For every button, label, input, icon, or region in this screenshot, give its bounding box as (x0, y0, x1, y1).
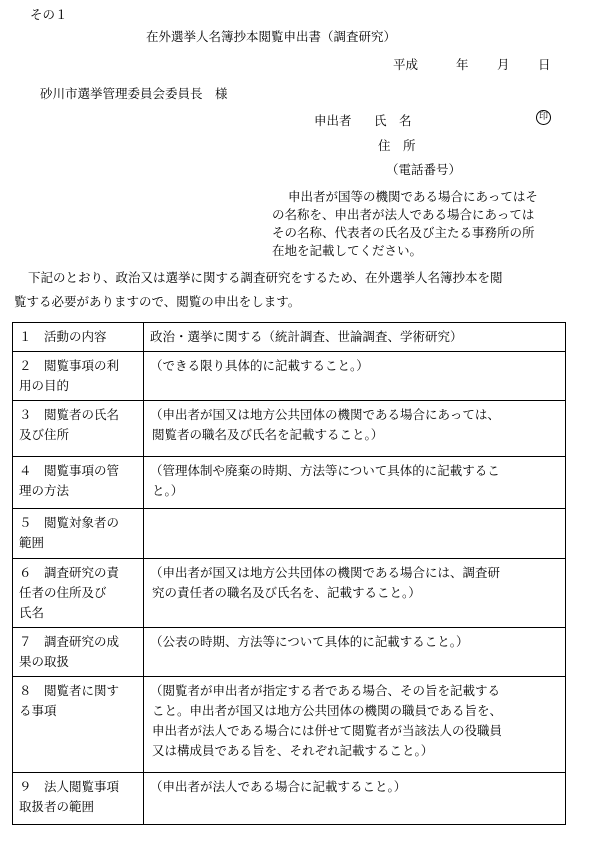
item-description-cell[interactable] (144, 773, 566, 825)
name-label: 氏 名 (374, 113, 412, 128)
date-era: 平成 (393, 57, 419, 72)
item-label-cell (13, 628, 144, 677)
item-description-cell[interactable] (144, 559, 566, 628)
item-description-cell[interactable] (144, 323, 566, 352)
table-row (13, 559, 566, 628)
item-description-line: （できる限り具体的に記載すること。） (150, 358, 369, 373)
note-line: の名称を、申出者が法人である場合にあっては (272, 207, 535, 222)
item-label-cell (13, 677, 144, 773)
item-label-cell (13, 457, 144, 509)
item-description-cell[interactable] (144, 677, 566, 773)
item-label-line: 用の目的 (19, 378, 70, 393)
item-description-line: 閲覧者の職名及び氏名を記載すること。） (152, 427, 384, 442)
intro-line: 下記のとおり、政治又は選挙に関する調査研究をするため、在外選挙人名簿抄本を閲 (28, 270, 503, 285)
table-row (13, 628, 566, 677)
item-description-cell[interactable] (144, 401, 566, 457)
form-title: 在外選挙人名簿抄本閲覧申出書（調査研究） (146, 29, 397, 44)
note-line: 在地を記載してください。 (272, 243, 423, 258)
application-items-table (12, 322, 566, 825)
date-month: 月 (497, 57, 510, 72)
intro-line: 覧する必要がありますので、閲覧の申出をします。 (14, 294, 301, 309)
item-description-line: （公表の時期、方法等について具体的に記載すること。） (150, 634, 469, 649)
table-row (13, 401, 566, 457)
applicant-label: 申出者 (314, 113, 352, 128)
table-row (13, 773, 566, 825)
note-line: 申出者が国等の機関である場合にあってはそ (288, 189, 538, 204)
item-label-line: ９ 法人閲覧事項 (19, 779, 120, 794)
item-description-line: 申出者が法人である場合には併せて閲覧者が当該法人の役職員 (152, 723, 503, 738)
form-label: その１ (30, 7, 68, 22)
address-label: 住 所 (378, 138, 416, 153)
item-description-line: と。） (152, 483, 184, 498)
item-description-line: 政治・選挙に関する（統計調査、世論調査、学術研究） (150, 329, 463, 344)
item-label-cell (13, 509, 144, 559)
item-description-cell[interactable] (144, 509, 566, 559)
item-label-cell (13, 401, 144, 457)
item-label-cell (13, 323, 144, 352)
item-label-line: ４ 閲覧事項の管 (19, 463, 120, 478)
item-description-line: （申出者が国又は地方公共団体の機関である場合には、調査研 (150, 565, 501, 580)
date-day: 日 (538, 57, 551, 72)
table-row (13, 677, 566, 773)
item-label-line: ２ 閲覧事項の利 (19, 358, 120, 373)
table-row (13, 509, 566, 559)
item-label-line: ３ 閲覧者の氏名 (19, 407, 120, 422)
item-label-line: 範囲 (19, 535, 45, 550)
item-label-cell (13, 559, 144, 628)
item-label-line: １ 活動の内容 (19, 329, 107, 344)
item-label-line: ８ 閲覧者に関す (19, 683, 120, 698)
table-row (13, 352, 566, 401)
item-label-line: ７ 調査研究の成 (19, 634, 120, 649)
item-label-line: 任者の住所及び (19, 585, 107, 600)
table-row (13, 457, 566, 509)
item-description-line: 又は構成員である旨を、それぞれ記載すること。） (152, 743, 434, 758)
item-description-line: （申出者が国又は地方公共団体の機関である場合にあっては、 (150, 407, 500, 422)
item-label-line: 理の方法 (19, 483, 70, 498)
item-label-line: る事項 (19, 703, 57, 718)
item-label-line: 果の取扱 (19, 654, 70, 669)
item-label-cell (13, 773, 144, 825)
seal-mark: 印 (536, 110, 551, 125)
item-description-line: （閲覧者が申出者が指定する者である場合、その旨を記載する (150, 683, 501, 698)
item-description-line: 究の責任者の職名及び氏名を、記載すること。） (152, 585, 421, 600)
item-label-line: 取扱者の範囲 (19, 799, 95, 814)
addressee: 砂川市選挙管理委員会委員長 様 (40, 86, 228, 101)
table-row (13, 323, 566, 352)
item-description-cell[interactable] (144, 628, 566, 677)
note-line: その名称、代表者の氏名及び主たる事務所の所 (272, 225, 535, 240)
item-description-line: こと。申出者が国又は地方公共団体の機関の職員である旨を、 (152, 703, 503, 718)
applicant-note (272, 188, 588, 260)
phone-label: （電話番号） (386, 162, 462, 177)
item-label-line: ６ 調査研究の責 (19, 565, 120, 580)
item-label-line: 氏名 (19, 605, 45, 620)
item-description-cell[interactable] (144, 457, 566, 509)
item-description-line: （管理体制や廃棄の時期、方法等について具体的に記載するこ (150, 463, 500, 478)
item-label-line: ５ 閲覧対象者の (19, 515, 120, 530)
item-label-line: 及び住所 (19, 427, 70, 442)
intro-paragraph (14, 266, 584, 314)
item-label-cell (13, 352, 144, 401)
item-description-line: （申出者が法人である場合に記載すること。） (150, 779, 407, 794)
date-year: 年 (456, 57, 469, 72)
item-description-cell[interactable] (144, 352, 566, 401)
